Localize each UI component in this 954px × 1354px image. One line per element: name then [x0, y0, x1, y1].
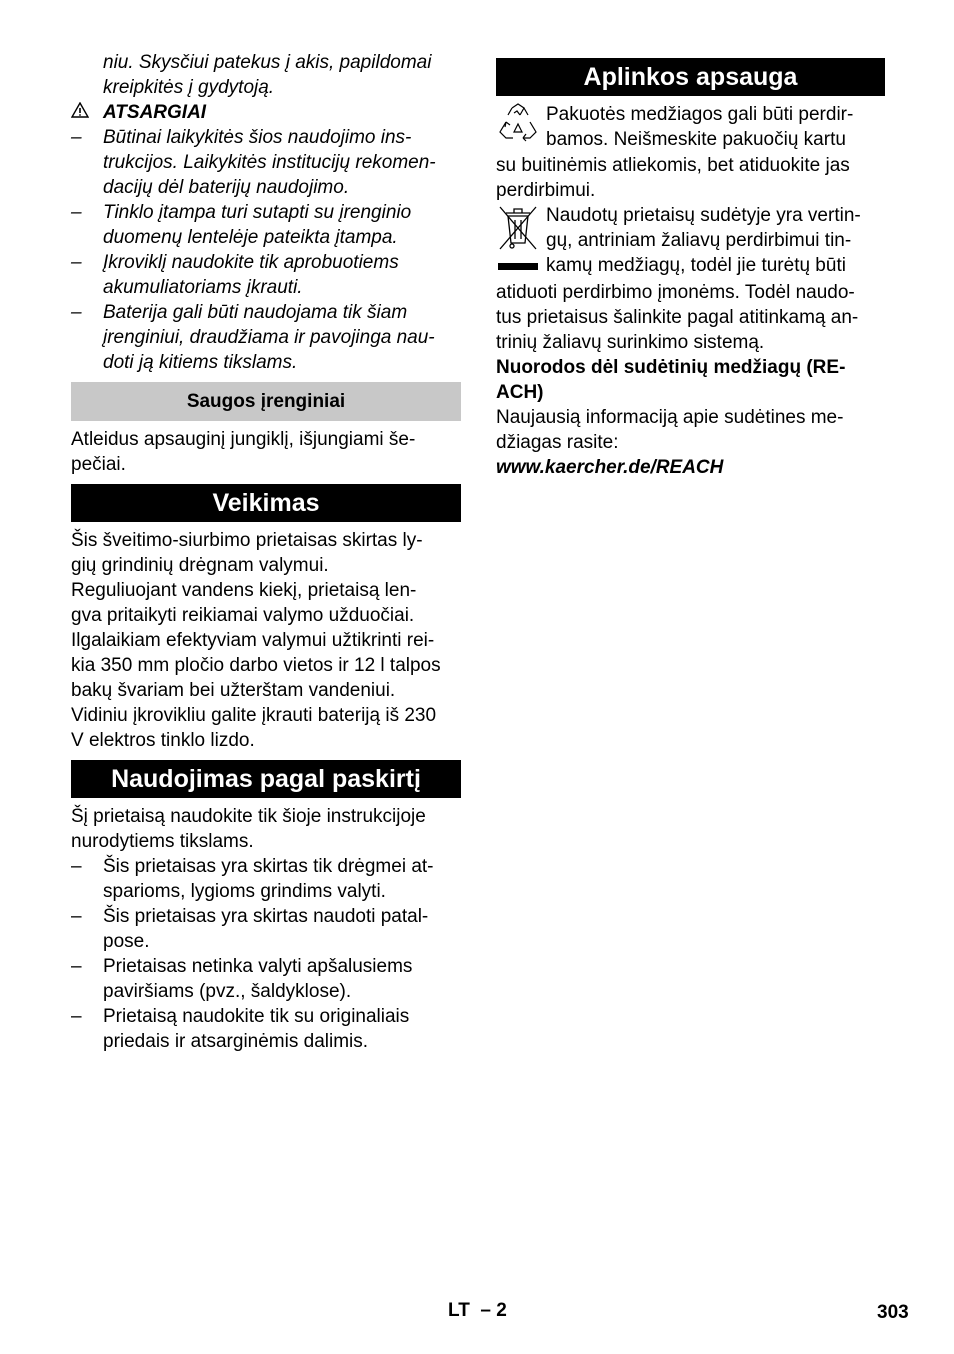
veikimas-paragraph: Šis šveitimo-siurbimo prietaisas skirtas ly- gių grindinių drėgnam valymui.	[71, 530, 423, 576]
footer-language-page: LT – 2	[448, 1300, 507, 1321]
list-item: – Baterija gali būti naudojama tik šiam įrenginiui, draudžiama ir pavojinga nau- doti ją kitiems tikslams.	[71, 302, 435, 373]
weee-paragraph: Naudotų prietaisų sudėtyje yra vertin- gų, antriniam žaliavų perdirbimui tin- kamų medžiagų, todėl jie turėtų būti atiduoti perdirbimo įmonėms. Todėl naudo- tus prietaisus šalinkite pagal atitinkamą an- trinių žaliavų surinkimo sistemą.	[496, 205, 861, 353]
section-heading-veikimas: Veikimas	[71, 484, 461, 522]
warning-triangle-icon	[71, 100, 103, 125]
saugos-paragraph: Atleidus apsauginį jungiklį, išjungiami še- pečiai.	[71, 429, 416, 475]
list-item: – Šis prietaisas yra skirtas naudoti patal- pose.	[71, 906, 429, 952]
intro-line: kreipkitės į gydytoją.	[103, 77, 275, 98]
list-item: – Tinklo įtampa turi sutapti su įrenginio duomenų lentelėje pateikta įtampa.	[71, 202, 412, 248]
veikimas-paragraph: Vidiniu įkrovikliu galite įkrauti bateriją iš 230 V elektros tinklo lizdo.	[71, 705, 437, 751]
section-heading-aplinkos: Aplinkos apsauga	[496, 58, 885, 96]
right-column	[496, 50, 885, 480]
section-heading-naudojimas: Naudojimas pagal paskirtį	[71, 760, 461, 798]
intro-paragraph	[71, 50, 461, 100]
caution-heading	[71, 100, 461, 125]
list-item: – Prietaisą naudokite tik su originaliais priedais ir atsarginėmis dalimis.	[71, 1006, 410, 1052]
list-item: – Prietaisas netinka valyti apšalusiems paviršiams (pvz., šaldyklose).	[71, 956, 413, 1002]
page-number: 303	[877, 1302, 909, 1323]
section-heading-saugos: Saugos įrenginiai	[71, 382, 461, 421]
reach-paragraph: Naujausią informaciją apie sudėtines me- džiagas rasite:	[496, 407, 844, 453]
page-footer	[0, 1296, 954, 1326]
caution-label: ATSARGIAI	[103, 102, 207, 123]
crossed-bin-icon	[496, 203, 540, 280]
left-column	[71, 50, 461, 1054]
recycle-paragraph: Pakuotės medžiagos gali būti perdir- bamos. Neišmeskite pakuočių kartu su buitinėmis atliekomis, bet atiduokite jas perdirbimui.	[496, 104, 854, 201]
list-item: – Šis prietaisas yra skirtas tik drėgmei at- sparioms, lygioms grindims valyti.	[71, 856, 434, 902]
reach-heading: Nuorodos dėl sudėtinių medžiagų (RE- ACH)	[496, 357, 846, 403]
recycle-icon	[496, 102, 540, 153]
reach-link[interactable]: www.kaercher.de/REACH	[496, 457, 724, 478]
list-item: – Būtinai laikykitės šios naudojimo ins- trukcijos. Laikykitės institucijų rekomen- dacijų dėl baterijų naudojimo.	[71, 127, 436, 198]
intro-line: niu. Skysčiui patekus į akis, papildomai	[103, 52, 432, 73]
list-item: – Įkroviklį naudokite tik aprobuotiems akumuliatoriams įkrauti.	[71, 252, 399, 298]
veikimas-paragraph: Ilgalaikiam efektyviam valymui užtikrinti rei- kia 350 mm pločio darbo vietos ir 12 l talpos bakų švariam bei užterštam vandeniui.	[71, 630, 441, 701]
veikimas-paragraph: Reguliuojant vandens kiekį, prietaisą len- gva pritaikyti reikiamai valymo užduočiai.	[71, 580, 417, 626]
naudojimas-intro: Šį prietaisą naudokite tik šioje instrukcijoje nurodytiems tikslams.	[71, 806, 426, 852]
